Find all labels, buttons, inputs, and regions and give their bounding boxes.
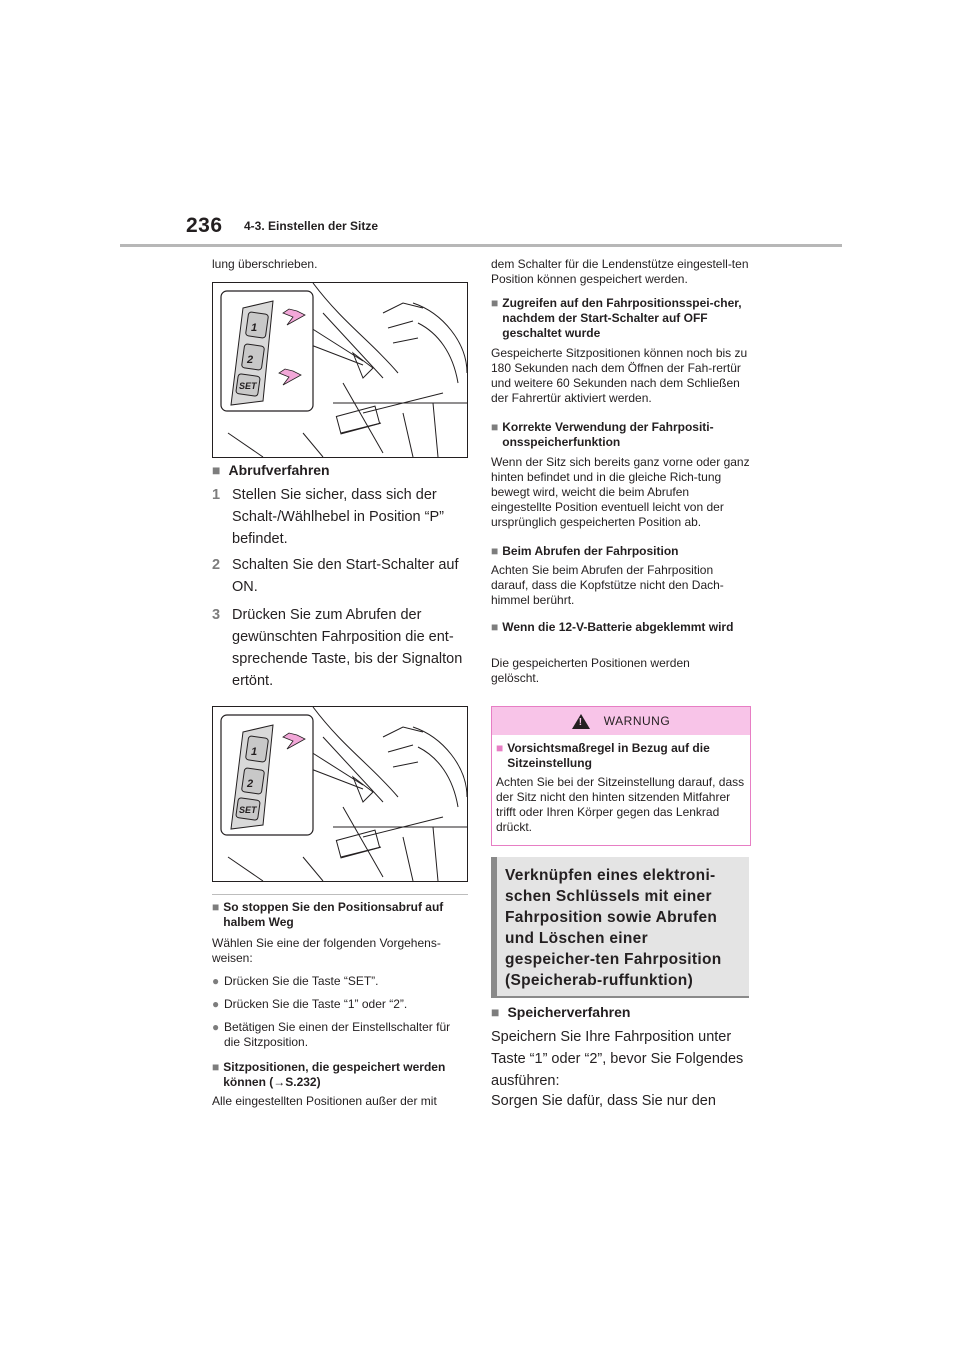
square-bullet-icon: ■ bbox=[496, 741, 504, 755]
square-bullet-icon: ■ bbox=[212, 462, 221, 478]
step-number: 1 bbox=[212, 487, 221, 503]
stop-text: Wählen Sie eine der folgenden Vorgehens-weisen: bbox=[212, 936, 441, 965]
warning-box bbox=[491, 706, 751, 846]
switch-label-2: 2 bbox=[247, 778, 254, 790]
switch-label-set: SET bbox=[239, 805, 257, 815]
step-text: Schalten Sie den Start-Schalter auf ON. bbox=[232, 557, 459, 595]
step-3 bbox=[212, 604, 468, 692]
section-text: Achten Sie beim Abrufen der Fahrposition darauf, dass die Kopfstütze nicht den Dach-himmel berührt. bbox=[491, 563, 724, 607]
square-bullet-icon: ■ bbox=[491, 296, 499, 310]
warning-header bbox=[492, 707, 750, 735]
step-number: 2 bbox=[212, 557, 221, 573]
section-heading bbox=[491, 420, 753, 450]
warning-text: Achten Sie bei der Sitzeinstellung darauf, dass der Sitz nicht den hinten sitzenden Mitfahrer trifft oder Ihren Körper gegen das Lenkrad drückt. bbox=[496, 775, 745, 834]
title-box-accent-bar bbox=[491, 857, 497, 996]
save-text-2: Sorgen Sie dafür, dass Sie nur den bbox=[491, 1093, 716, 1109]
step-number: 3 bbox=[212, 607, 221, 623]
save-text-1: Speichern Sie Ihre Fahrposition unter Taste “1” oder “2”, bevor Sie Folgendes ausführen: bbox=[491, 1029, 744, 1089]
section-text: Die gespeicherten Positionen werden gelöscht. bbox=[491, 656, 690, 685]
square-bullet-icon: ■ bbox=[212, 1060, 220, 1074]
right-intro-text: dem Schalter für die Lendenstütze eingestell-ten Position können gespeichert werden. bbox=[491, 257, 749, 286]
step-2 bbox=[212, 554, 468, 598]
switch-label-1: 1 bbox=[251, 746, 258, 758]
chapter-title: Verknüpfen eines elektroni-schen Schlüssels mit einer Fahrposition sowie Abrufen und Löschen einer gespeicher-ten Fahrposition (Speicherab-ruffunktion) bbox=[505, 867, 722, 989]
list-item bbox=[212, 1020, 468, 1050]
circle-bullet-icon: ● bbox=[212, 1020, 220, 1034]
section-heading-label: Wenn die 12-V-Batterie abgeklemmt wird bbox=[502, 620, 734, 634]
section-heading-label: Korrekte Verwendung der Fahrpositi-onsspeicherfunktion bbox=[502, 420, 714, 449]
stop-heading-label: So stoppen Sie den Positionsabruf auf halbem Weg bbox=[223, 900, 444, 929]
warning-heading bbox=[496, 741, 746, 771]
switch-label-set: SET bbox=[239, 381, 257, 391]
section-text: Wenn der Sitz sich bereits ganz vorne oder ganz hinten befindet und in die gleiche Rich-tung bewegt wird, weicht die beim Abrufen eingestellte Position eventuell leicht von der ursprünglich gespeicherten Position ab. bbox=[491, 455, 750, 529]
square-bullet-icon: ■ bbox=[491, 420, 499, 434]
section-heading-label: Zugreifen auf den Fahrpositionsspei-cher, nachdem der Start-Schalter auf OFF geschaltet wurde bbox=[502, 296, 742, 340]
list-item bbox=[212, 997, 468, 1012]
section-heading bbox=[491, 296, 753, 341]
heading-save-label: Speicherverfahren bbox=[507, 1004, 631, 1020]
saveable-heading bbox=[212, 1060, 468, 1090]
figure-memory-switch-2 bbox=[212, 706, 468, 882]
list-item-text: Betätigen Sie einen der Einstellschalter für die Sitzposition. bbox=[224, 1020, 451, 1049]
heading-recall-label: Abrufverfahren bbox=[228, 462, 330, 478]
warning-title: WARNUNG bbox=[603, 714, 671, 728]
saveable-heading-label: Sitzpositionen, die gespeichert werden können (→S.232) bbox=[223, 1060, 446, 1089]
left-intro-text: lung überschrieben. bbox=[212, 257, 318, 271]
section-text: Gespeicherte Sitzpositionen können noch bis zu 180 Sekunden nach dem Öffnen der Fah-rertür und weitere 60 Sekunden nach dem Schließen der Fahrertür aktiviert werden. bbox=[491, 346, 748, 405]
circle-bullet-icon: ● bbox=[212, 974, 220, 988]
heading-save bbox=[491, 1004, 630, 1020]
warning-icon: ! bbox=[572, 714, 590, 729]
step-text: Drücken Sie zum Abrufen der gewünschten Fahrposition die ent-sprechende Taste, bis der Signalton ertönt. bbox=[232, 607, 463, 689]
header-divider bbox=[120, 244, 842, 247]
saveable-text: Alle eingestellten Positionen außer der mit bbox=[212, 1094, 437, 1108]
heading-recall bbox=[212, 462, 330, 478]
stop-heading bbox=[212, 900, 468, 930]
square-bullet-icon: ■ bbox=[491, 1004, 500, 1020]
section-title: 4-3. Einstellen der Sitze bbox=[244, 219, 379, 233]
section-heading-label: Beim Abrufen der Fahrposition bbox=[502, 544, 679, 558]
square-bullet-icon: ■ bbox=[491, 544, 499, 558]
page-number: 236 bbox=[186, 214, 223, 237]
warning-heading-label: Vorsichtsmaßregel in Bezug auf die Sitzeinstellung bbox=[507, 741, 710, 770]
divider bbox=[212, 894, 468, 895]
circle-bullet-icon: ● bbox=[212, 997, 220, 1011]
chapter-title-box bbox=[491, 857, 749, 998]
section-heading bbox=[491, 544, 753, 559]
figure-memory-switch-1 bbox=[212, 282, 468, 458]
square-bullet-icon: ■ bbox=[491, 620, 499, 634]
switch-label-1: 1 bbox=[251, 322, 258, 334]
step-1 bbox=[212, 484, 468, 550]
list-item bbox=[212, 974, 468, 989]
square-bullet-icon: ■ bbox=[212, 900, 220, 914]
step-text: Stellen Sie sicher, dass sich der Schalt-/Wählhebel in Position “P” befindet. bbox=[232, 487, 444, 547]
section-heading bbox=[491, 620, 753, 635]
list-item-text: Drücken Sie die Taste “SET”. bbox=[224, 974, 379, 988]
switch-label-2: 2 bbox=[247, 354, 254, 366]
list-item-text: Drücken Sie die Taste “1” oder “2”. bbox=[224, 997, 408, 1011]
